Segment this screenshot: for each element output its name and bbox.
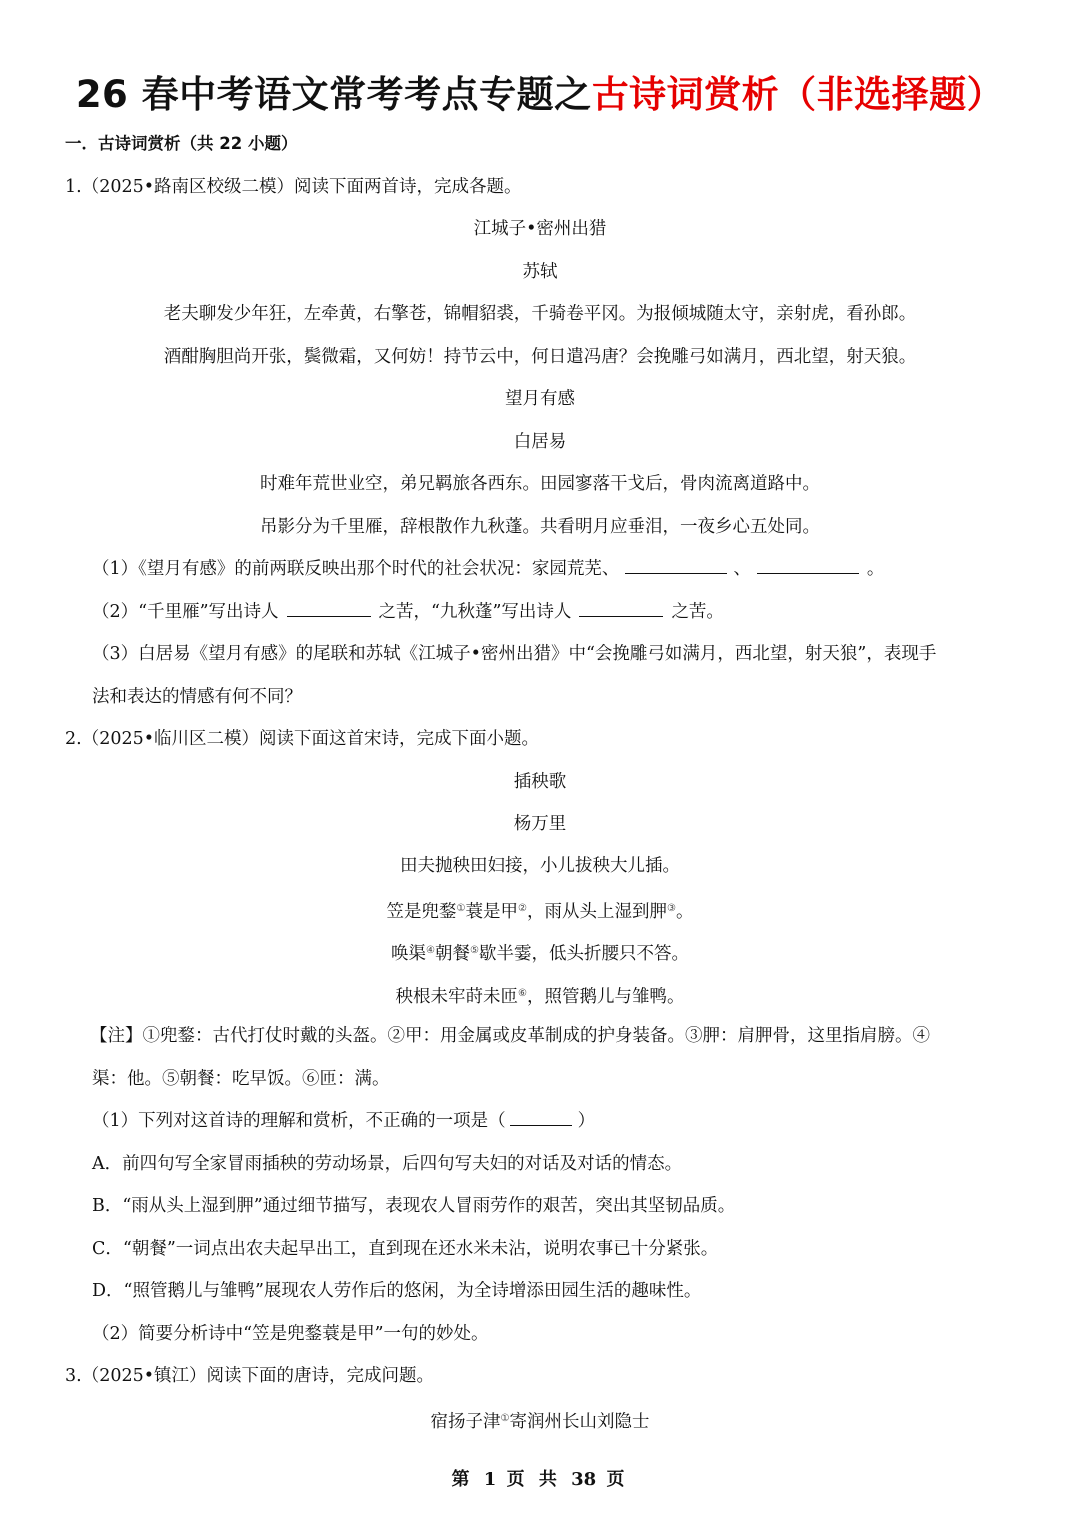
q3-title-part-a: 宿扬子津: [430, 1412, 501, 1432]
q2-option-d: D．“照管鹅儿与雏鸭”展现农人劳作后的悠闲，为全诗增添田园生活的趣味性。: [92, 1281, 702, 1301]
q1-poem1-line1: 老夫聊发少年狂，左牵黄，右擎苍，锦帽貂裘，千骑卷平冈。为报倾城随太守，亲射虎，看孙郎。: [163, 304, 917, 324]
q1-poem1-title: 江城子•密州出猎: [473, 219, 607, 239]
q2-note-line1: 【注】①兜鍪：古代打仗时戴的头盔。②甲：用金属或皮革制成的护身装备。③胛：肩胛骨，这里指肩膀。④: [90, 1026, 930, 1046]
q1-poem1-author: 苏轼: [522, 262, 558, 282]
q1-poem2-line2: 吊影分为千里雁，辞根散作九秋蓬。共看明月应垂泪，一夜乡心五处同。: [260, 517, 820, 537]
q2-poem-title: 插秧歌: [513, 772, 567, 792]
q2-poem-line4: [0, 981, 1080, 1010]
q1-sub2-blank2[interactable]: [579, 600, 663, 617]
q1-poem2-line1: 时难年荒世业空，弟兄羁旅各西东。田园寥落干戈后，骨肉流离道路中。: [260, 474, 820, 494]
q2-poem-line3: [0, 938, 1080, 967]
section-heading: 一．古诗词赏析（共 22 小题）: [65, 134, 298, 153]
page-footer: [0, 1465, 1080, 1491]
q2-sub1-close: ）: [577, 1111, 596, 1131]
q2-sub1: [92, 1108, 595, 1134]
q1-sub1: [92, 556, 884, 582]
q2-line3-part-a: 唤渠: [391, 944, 427, 964]
q1-sub2-text-c: 之苦。: [671, 602, 724, 622]
q2-line2-part-d: 。: [675, 902, 694, 922]
footnote-marker: ⑥: [518, 988, 527, 999]
title-highlight: 古诗词赏析（非选择题）: [591, 73, 1005, 116]
q2-line4-part-a: 秧根未牢莳未匝: [395, 987, 519, 1007]
q2-line3-part-b: 朝餐: [435, 944, 470, 964]
q1-sub3-line1: （3）白居易《望月有感》的尾联和苏轼《江城子•密州出猎》中“会挽雕弓如满月，西北望，射天狼”，表现手: [92, 644, 937, 664]
q3-header: 3.（2025•镇江）阅读下面的唐诗，完成问题。: [65, 1366, 435, 1386]
q1-sub1-text: （1）《望月有感》的前两联反映出那个时代的社会状况：家园荒芜、: [92, 559, 620, 579]
q2-line3-part-c: 歇半霎，低头折腰只不答。: [478, 944, 689, 964]
q1-sub1-blank2[interactable]: [757, 557, 859, 574]
q1-poem2-title: 望月有感: [505, 389, 575, 409]
q1-header: 1.（2025•路南区校级二模）阅读下面两首诗，完成各题。: [65, 177, 522, 197]
footnote-marker: ①: [456, 903, 466, 914]
footer-prefix: 第: [451, 1469, 474, 1490]
q2-poem-line1: 田夫抛秧田妇接，小儿拔秧大儿插。: [400, 856, 680, 876]
q3-poem-title: [0, 1406, 1080, 1435]
q2-sub1-text: （1）下列对这首诗的理解和赏析，不正确的一项是（: [92, 1111, 506, 1131]
q2-line2-part-c: ，雨从头上湿到胛: [526, 902, 667, 922]
q1-poem2-author: 白居易: [513, 432, 567, 452]
q2-note-line2: 渠：他。⑤朝餐：吃早饭。⑥匝：满。: [92, 1069, 390, 1089]
q1-sub1-separator: 、: [733, 559, 751, 579]
q1-sub1-blank1[interactable]: [625, 557, 727, 574]
q1-sub2-blank1[interactable]: [287, 600, 371, 617]
footer-suffix: 页: [606, 1469, 629, 1490]
q2-option-b: B．“雨从头上湿到胛”通过细节描写，表现农人冒雨劳作的艰苦，突出其坚韧品质。: [92, 1196, 736, 1216]
q1-sub2-text-b: 之苦，“九秋蓬”写出诗人: [378, 602, 572, 622]
title-main: 26 春中考语文常考考点专题之: [75, 73, 592, 116]
footer-middle: 页 共: [506, 1469, 561, 1490]
q2-line2-part-b: 蓑是甲: [465, 902, 519, 922]
footnote-marker: ①: [500, 1413, 510, 1424]
q2-sub2: （2）简要分析诗中“笠是兜鍪蓑是甲”一句的妙处。: [92, 1324, 489, 1344]
q1-poem1-line2: 酒酣胸胆尚开张，鬓微霜，又何妨！持节云中，何日遣冯唐？会挽雕弓如满月，西北望，射天狼。: [163, 347, 917, 367]
q2-poem-author: 杨万里: [513, 814, 567, 834]
q2-poem-line2: [0, 896, 1080, 925]
page-total: 38: [571, 1469, 597, 1490]
footnote-marker: ②: [518, 903, 527, 914]
footnote-marker: ③: [666, 903, 676, 914]
page-number: 1: [483, 1469, 497, 1490]
q3-title-part-b: 寄润州长山刘隐士: [509, 1412, 650, 1432]
footnote-marker: ⑤: [470, 945, 479, 956]
q2-option-a: A．前四句写全家冒雨插秧的劳动场景，后四句写夫妇的对话及对话的情态。: [92, 1154, 683, 1174]
q1-sub2-text-a: （2）“千里雁”写出诗人: [92, 602, 279, 622]
q1-sub1-end: 。: [866, 559, 885, 579]
q2-line2-part-a: 笠是兜鍪: [386, 902, 457, 922]
q2-sub1-answer-blank[interactable]: [510, 1109, 572, 1126]
q2-line4-part-b: ，照管鹅儿与雏鸭。: [526, 987, 685, 1007]
q2-option-c: C．“朝餐”一词点出农夫起早出工，直到现在还水米未沾，说明农事已十分紧张。: [92, 1239, 719, 1259]
page-title: [0, 66, 1080, 124]
q1-sub3-line2: 法和表达的情感有何不同？: [92, 687, 302, 707]
q1-sub2: [92, 599, 724, 625]
footnote-marker: ④: [426, 945, 435, 956]
q2-header: 2.（2025•临川区二模）阅读下面这首宋诗，完成下面小题。: [65, 729, 540, 749]
